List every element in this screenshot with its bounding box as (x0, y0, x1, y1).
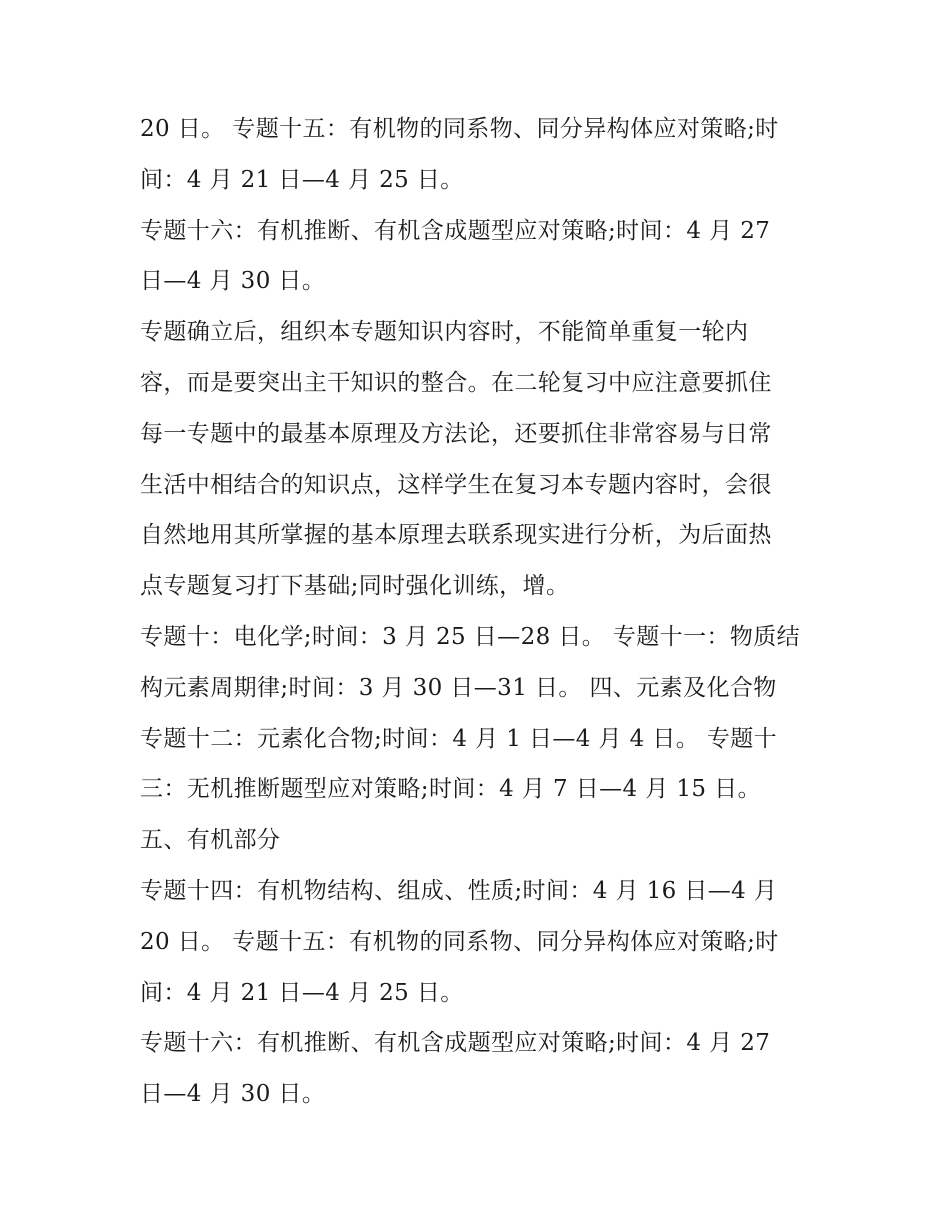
text-line: 专题十六：有机推断、有机含成题型应对策略;时间：4 月 27 (140, 217, 771, 244)
text-line: 自然地用其所掌握的基本原理去联系现实进行分析，为后面热 (140, 522, 772, 549)
text-line: 点专题复习打下基础;同时强化训练，增。 (140, 573, 570, 600)
text-line: 容，而是要突出主干知识的整合。在二轮复习中应注意要抓住 (140, 369, 772, 396)
text-line: 专题十二：元素化合物;时间：4 月 1 日—4 月 4 日。 专题十 (140, 725, 778, 752)
text-line: 20 日。 专题十五：有机物的同系物、同分异构体应对策略;时 (140, 928, 779, 955)
text-line: 三：无机推断题型应对策略;时间：4 月 7 日—4 月 15 日。 (140, 776, 761, 803)
text-line: 专题确立后，组织本专题知识内容时，不能简单重复一轮内 (140, 319, 749, 346)
text-line: 专题十：电化学;时间：3 月 25 日—28 日。 专题十一：物质结 (140, 623, 801, 650)
text-line: 20 日。 专题十五：有机物的同系物、同分异构体应对策略;时 (140, 116, 779, 142)
section-heading: 五、有机部分 (140, 827, 281, 854)
text-line: 间：4 月 21 日—4 月 25 日。 (140, 979, 464, 1006)
text-line: 专题十六：有机推断、有机含成题型应对策略;时间：4 月 27 (140, 1030, 771, 1057)
text-line: 日—4 月 30 日。 (140, 1081, 326, 1108)
text-line: 每一专题中的最基本原理及方法论，还要抓住非常容易与日常 (140, 420, 772, 447)
document-body (140, 104, 820, 1120)
text-line: 专题十四：有机物结构、组成、性质;时间：4 月 16 日—4 月 (140, 877, 778, 904)
text-line: 生活中相结合的知识点，这样学生在复习本专题内容时，会很 (140, 471, 772, 498)
text-line: 日—4 月 30 日。 (140, 268, 326, 295)
text-line: 构元素周期律;时间：3 月 30 日—31 日。 四、元素及化合物 (140, 674, 777, 701)
text-line: 间：4 月 21 日—4 月 25 日。 (140, 166, 464, 193)
